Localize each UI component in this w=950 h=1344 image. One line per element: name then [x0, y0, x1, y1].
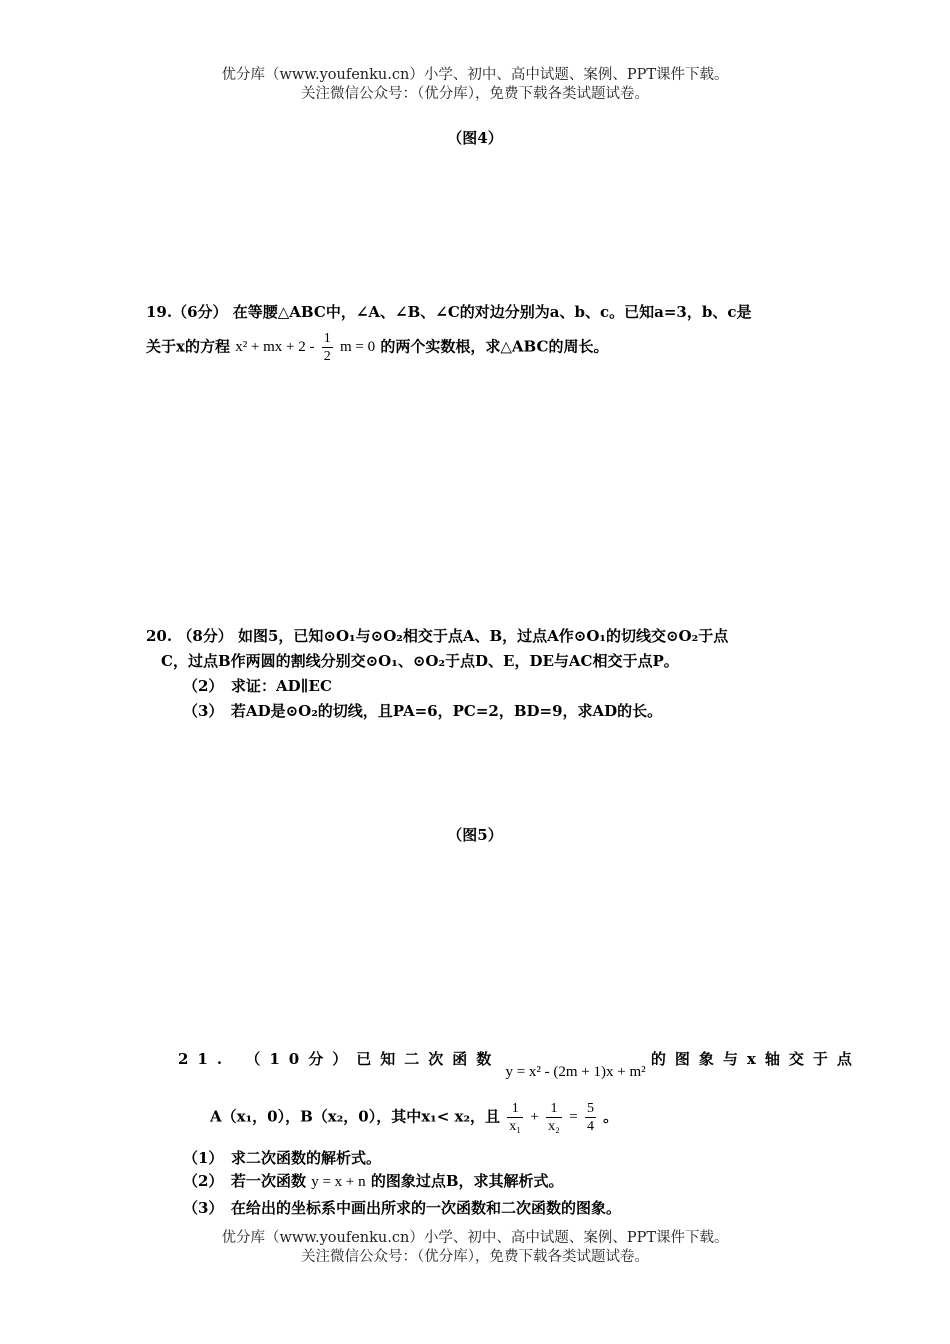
- q21-item-2-prefix: （2） 若一次函数: [183, 1172, 306, 1190]
- q20-line-2: C，过点B作两圆的割线分别交⊙O₁、⊙O₂于点D、E，DE与AC相交于点P。: [161, 652, 679, 670]
- q21-fraction-3-numerator: 5: [586, 1101, 594, 1116]
- q21-item-3: （3） 在给出的坐标系中画出所求的一次函数和二次函数的图象。: [183, 1199, 621, 1217]
- footer-line-2: 关注微信公众号：（优分库），免费下载各类试题试卷。: [301, 1249, 649, 1265]
- q20-item-1: （2） 求证：AD∥EC: [183, 677, 332, 695]
- q21-item-2-equation: y = x + n: [311, 1173, 366, 1190]
- q21-fraction-1-denominator: x₁: [509, 1119, 522, 1134]
- figure-4-caption: （图4）: [447, 129, 503, 147]
- q21-equation: y = x² - (2m + 1)x + m²: [505, 1063, 646, 1080]
- q19-equation-part-1: x² + mx + 2 -: [235, 339, 315, 355]
- q21-line-1-prefix: 21. （10分）已知二次函数: [178, 1050, 501, 1068]
- q21-fraction-1-numerator: 1: [507, 1100, 523, 1118]
- q21-plus-sign: +: [530, 1109, 539, 1125]
- q21-equals-sign: =: [569, 1109, 578, 1125]
- header-line-2: 关注微信公众号：（优分库），免费下载各类试题试卷。: [301, 86, 649, 102]
- header-line-1: 优分库（www.youfenku.cn）小学、初中、高中试题、案例、PPT课件下载。: [221, 67, 729, 83]
- q19-line-2-suffix: 的两个实数根，求△ABC的周长。: [380, 337, 609, 356]
- q19-line-1: 19.（6分） 在等腰△ABC中，∠A、∠B、∠C的对边分别为a、b、c。已知a=3，b、c是: [146, 303, 752, 321]
- q21-item-2-suffix: 的图象过点B，求其解析式。: [370, 1172, 564, 1190]
- figure-5-caption: （图5）: [447, 826, 503, 844]
- q21-line-2: [210, 1100, 618, 1135]
- q21-fraction-2-numerator: 1: [546, 1100, 562, 1118]
- q19-line-2-prefix: 关于x的方程: [146, 337, 230, 356]
- page-footer: [0, 1229, 950, 1267]
- page-header: [0, 66, 950, 104]
- q21-item-1: （1） 求二次函数的解析式。: [183, 1149, 381, 1167]
- q21-fraction-1: [507, 1100, 523, 1135]
- q21-line-1: [178, 1048, 861, 1080]
- q21-line-2-prefix: A（x₁，0），B（x₂，0），其中x₁< x₂，且: [210, 1107, 501, 1126]
- q20-line-1: 20. （8分） 如图5，已知⊙O₁与⊙O₂相交于点A、B，过点A作⊙O₁的切线交⊙O₂于点: [146, 627, 729, 645]
- q19-fraction-numerator: 1: [323, 331, 331, 346]
- q21-fraction-3: [585, 1100, 596, 1135]
- q21-fraction-2-denominator: x₂: [548, 1119, 560, 1134]
- q21-item-2: [183, 1170, 564, 1191]
- q21-fraction-2: [546, 1100, 562, 1135]
- q19-line-2: [146, 330, 608, 365]
- q21-line-1-suffix: 的图象与x轴交于点: [650, 1050, 861, 1068]
- q19-equation-part-2: m = 0: [340, 339, 376, 355]
- q19-fraction-denominator: 2: [323, 349, 331, 364]
- q21-line-2-suffix: 。: [603, 1107, 619, 1126]
- q20-item-2: （3） 若AD是⊙O₂的切线，且PA=6，PC=2，BD=9，求AD的长。: [183, 702, 663, 720]
- footer-line-1: 优分库（www.youfenku.cn）小学、初中、高中试题、案例、PPT课件下载。: [221, 1230, 729, 1246]
- q19-fraction: [322, 330, 333, 365]
- q21-fraction-3-denominator: 4: [586, 1119, 594, 1134]
